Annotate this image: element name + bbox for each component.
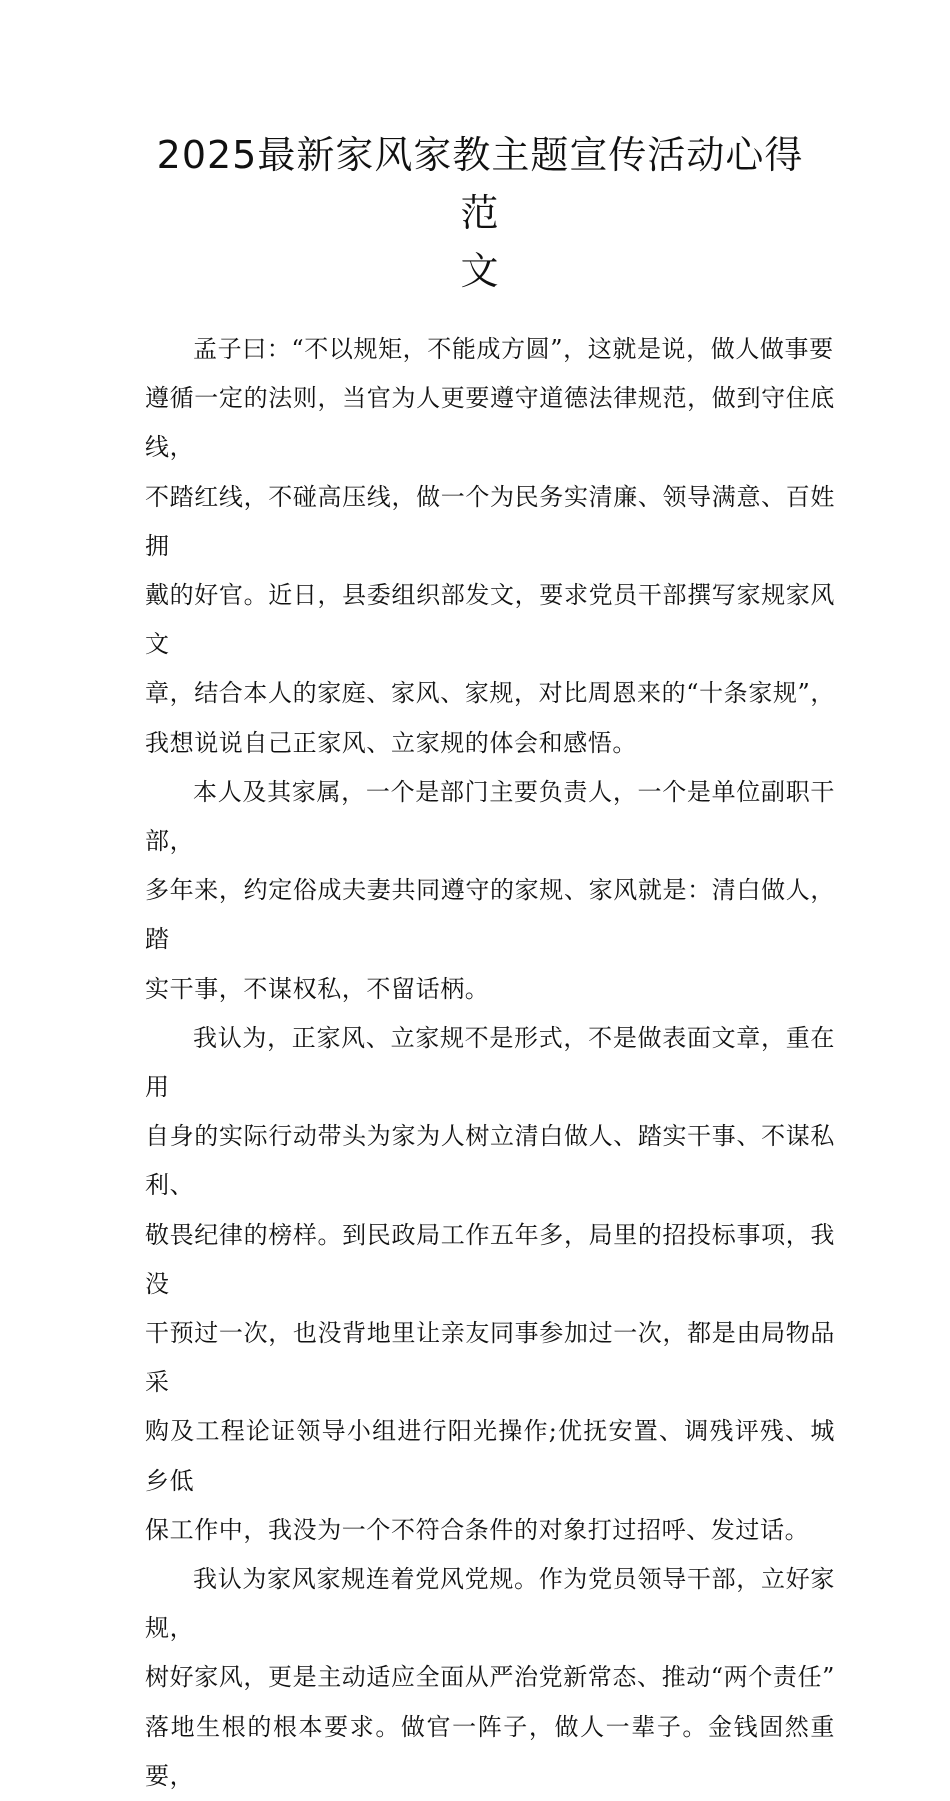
- paragraph-line: 章，结合本人的家庭、家风、家规，对比周恩来的“十条家规”，: [145, 679, 835, 708]
- paragraph-line: 我认为家风家规连着党风党规。作为党员领导干部，立好家规，: [145, 1565, 835, 1643]
- paragraph-line: 我想说说自己正家风、立家规的体会和感悟。: [145, 728, 637, 757]
- paragraph-line: 多年来，约定俗成夫妻共同遵守的家规、家风就是：清白做人，踏: [145, 876, 835, 954]
- paragraph-line: 购及工程论证领导小组进行阳光操作;优抚安置、调残评残、城乡低: [145, 1417, 835, 1495]
- paragraph-line: 孟子曰：“不以规矩，不能成方圆”，这就是说，做人做事要: [193, 335, 834, 363]
- paragraph-line: 不踏红线，不碰高压线，做一个为民务实清廉、领导满意、百姓拥: [145, 482, 835, 560]
- paragraph-line: 实干事，不谋权私，不留话柄。: [145, 974, 490, 1003]
- paragraph-line: 本人及其家属，一个是部门主要负责人，一个是单位副职干部，: [145, 777, 835, 856]
- paragraph-line: 落地生根的根本要求。做官一阵子，做人一辈子。金钱固然重要，: [145, 1712, 835, 1790]
- paragraph-3: [145, 1014, 835, 1555]
- paragraph-line: 戴的好官。近日，县委组织部发文，要求党员干部撰写家规家风文: [145, 581, 835, 659]
- paragraph-line: 敬畏纪律的榜样。到民政局工作五年多，局里的招投标事项，我没: [145, 1220, 835, 1298]
- paragraph-1: [145, 325, 835, 768]
- paragraph-line: 遵循一定的法则，当官为人更要遵守道德法律规范，做到守住底线，: [145, 384, 835, 462]
- document-body: [145, 325, 835, 1801]
- paragraph-line: 干预过一次，也没背地里让亲友同事参加过一次，都是由局物品采: [145, 1319, 835, 1397]
- paragraph-2: [145, 768, 835, 1014]
- paragraph-line: 保工作中，我没为一个不符合条件的对象打过招呼、发过话。: [145, 1515, 810, 1544]
- paragraph-line: 树好家风，更是主动适应全面从严治党新常态、推动“两个责任”: [145, 1663, 835, 1692]
- paragraph-line: 我认为，正家风、立家规不是形式，不是做表面文章，重在用: [145, 1023, 835, 1102]
- title-line-1: 2025最新家风家教主题宣传活动心得范: [156, 133, 804, 235]
- document-title: [140, 126, 820, 300]
- paragraph-line: 自身的实际行动带头为家为人树立清白做人、踏实干事、不谋私利、: [145, 1122, 835, 1200]
- paragraph-4: [145, 1555, 835, 1801]
- title-line-2: 文: [460, 249, 500, 293]
